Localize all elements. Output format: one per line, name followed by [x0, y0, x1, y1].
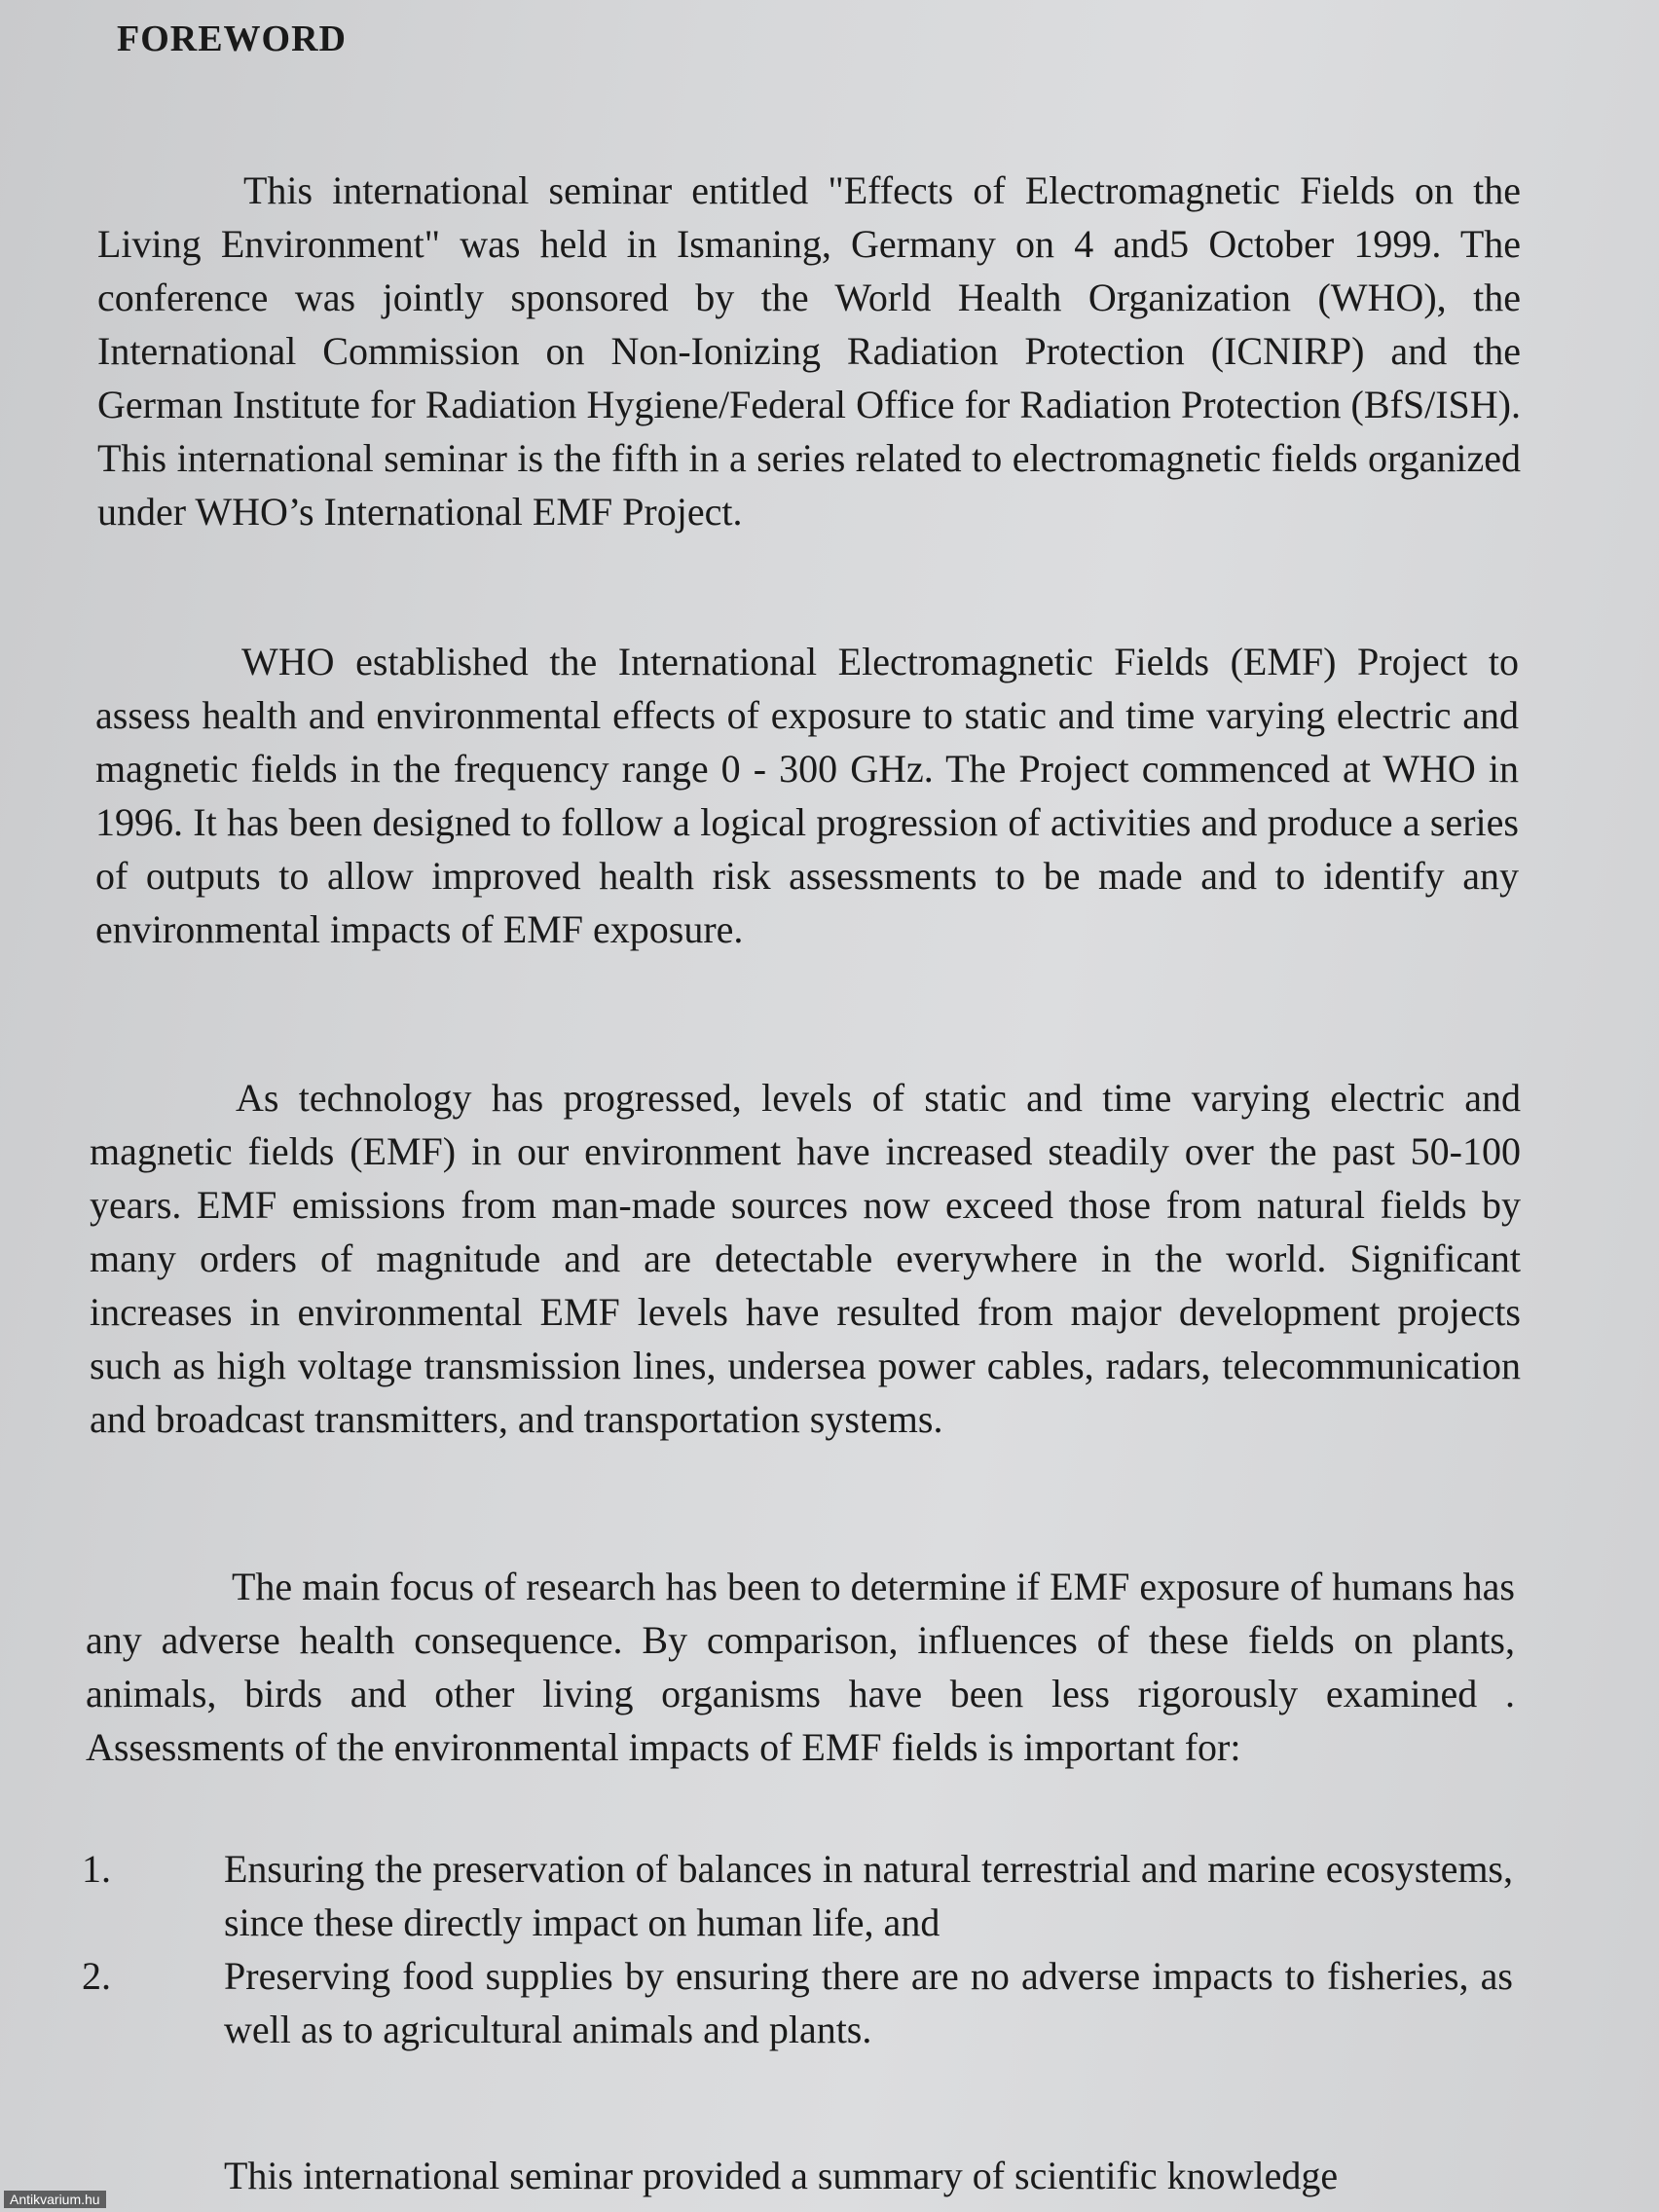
list-item: [82, 1842, 1513, 1949]
site-watermark: Antikvarium.hu: [4, 2191, 106, 2208]
foreword-heading: FOREWORD: [117, 18, 347, 59]
list-item-number: 2.: [82, 1954, 111, 1998]
list-item-text: Ensuring the preservation of balances in natural terrestrial and marine ecosystems, since these directly impact on human life, and: [224, 1847, 1513, 1944]
importance-list: [82, 1842, 1513, 2056]
list-item: [82, 1949, 1513, 2056]
paragraph-technology-progress: As technology has progressed, levels of static and time varying electric and magnetic fields (EMF) in our environment have increased steadily over the past 50-100 years. EMF emissions from man-made sources now exceed those from natural fields by many orders of magnitude and are detectable everywhere in the world. Significant increases in environmental EMF levels have resulted from major development projects such as high voltage transmission lines, undersea power cables, radars, telecommunication and broadcast transmitters, and transportation systems.: [90, 1076, 1521, 1441]
paragraph-seminar-intro: This international seminar entitled "Effects of Electromagnetic Fields on the Living Environment" was held in Ismaning, Germany on 4 and5 October 1999. The conference was jointly sponsored by the World Health Organization (WHO), the International Commission on Non-Ionizing Radiation Protection (ICNIRP) and the German Institute for Radiation Hygiene/Federal Office for Radiation Protection (BfS/ISH). This international seminar is the fifth in a series related to electromagnetic fields organized under WHO’s International EMF Project.: [97, 168, 1521, 534]
paragraph-seminar-summary: This international seminar provided a summary of scientific knowledge: [224, 2154, 1339, 2197]
paragraph-emf-project: WHO established the International Electromagnetic Fields (EMF) Project to assess health and environmental effects of exposure to static and time varying electric and magnetic fields in the frequency range 0 - 300 GHz. The Project commenced at WHO in 1996. It has been designed to follow a logical progression of activities and produce a series of outputs to allow improved health risk assessments to be made and to identify any environmental impacts of EMF exposure.: [95, 640, 1519, 951]
list-item-number: 1.: [82, 1847, 111, 1891]
paragraph-research-focus: The main focus of research has been to determine if EMF exposure of humans has any adverse health consequence. By comparison, influences of these fields on plants, animals, birds and other living organisms have been less rigorously examined . Assessments of the environmental impacts of EMF fields is important for:: [86, 1565, 1515, 1769]
list-item-text: Preserving food supplies by ensuring there are no adverse impacts to fisheries, as well as to agricultural animals and plants.: [224, 1954, 1513, 2051]
